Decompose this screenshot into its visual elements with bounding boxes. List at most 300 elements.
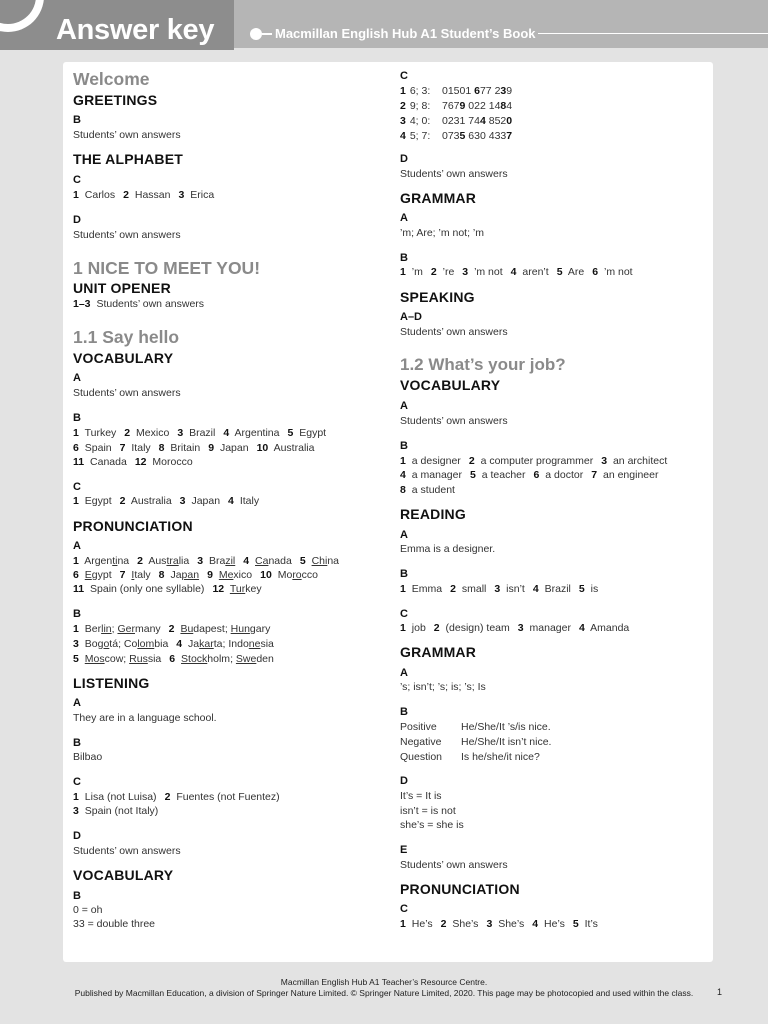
phone-part: 852 (485, 115, 507, 127)
stressed-syllable: tra (166, 555, 179, 567)
answer-row (73, 804, 158, 818)
answer-text: Morocco (152, 456, 193, 468)
stressed-syllable: lin (101, 623, 112, 635)
answer-row (73, 455, 193, 469)
answer-text: a doctor (545, 469, 584, 481)
exercise-label: A (400, 400, 408, 412)
phone-row (400, 99, 513, 113)
item-number: 10 (256, 442, 269, 454)
exercise-label: C (400, 70, 408, 82)
phone-row (400, 129, 513, 143)
row-label: Negative (400, 736, 442, 748)
answer-text: many (134, 623, 161, 635)
heading: READING (400, 506, 466, 522)
item-number: 3 (177, 427, 184, 439)
answer-text: ’m (411, 266, 423, 278)
answer-text: She’s (452, 918, 479, 930)
answer-row (400, 917, 598, 931)
phone-part: 77 2 (479, 85, 501, 97)
exercise-label: B (73, 608, 81, 620)
item-number: 8 (158, 569, 165, 581)
stressed-syllable: Swe (235, 653, 257, 665)
item-number: 1 (73, 555, 79, 567)
exercise-label: B (400, 706, 408, 718)
item-number: 5 (287, 427, 294, 439)
exercise-label: D (400, 153, 408, 165)
item-number: 4 (532, 583, 539, 595)
answer-text: Students’ own answers (400, 415, 508, 427)
phone-number (442, 99, 512, 113)
stressed-syllable: Me (218, 569, 234, 581)
phone-row (400, 114, 513, 128)
item-number: 12 (212, 583, 225, 595)
item-number: 3 (494, 583, 501, 595)
answer-text: Canada (90, 456, 127, 468)
exercise-label: B (400, 252, 408, 264)
answer-text: is (590, 583, 599, 595)
missing-digit: 4 (479, 115, 486, 127)
item-number: 1 (400, 455, 406, 467)
answer-text: an engineer (603, 469, 659, 481)
answer-text: cco (301, 569, 318, 581)
item-number: 2 (430, 266, 437, 278)
heading: THE ALPHABET (73, 151, 183, 167)
stressed-syllable: Tur (229, 583, 246, 595)
unit-title: 1 NICE TO MEET YOU! (73, 258, 261, 278)
heading: VOCABULARY (73, 867, 174, 883)
answer-text: gypt (91, 569, 112, 581)
answer-key-digits: 5; 7: (409, 130, 431, 142)
heading: SPEAKING (400, 289, 475, 305)
answer-text: Australia (130, 495, 172, 507)
phone-number (442, 114, 512, 128)
answer-row (73, 297, 204, 311)
item-number: 9 (207, 569, 213, 581)
answer-text: Britain (170, 442, 201, 454)
divider (538, 33, 768, 34)
answer-text: ’re (442, 266, 455, 278)
bullet-dot-icon (250, 28, 262, 40)
exercise-label: A (73, 697, 81, 709)
item-number: 4 (532, 918, 539, 930)
book-title: Macmillan English Hub A1 Student’s Book (275, 26, 536, 41)
answer-text: ’s; isn’t; ’s; is; ’s; Is (400, 681, 486, 693)
item-number: 9 (208, 442, 215, 454)
answer-text: dapest (193, 623, 225, 635)
answer-text: Italy (131, 442, 151, 454)
phone-number-list (400, 84, 600, 144)
answer-text: Ja (188, 638, 200, 650)
heading: LISTENING (73, 675, 150, 691)
stressed-syllable: lom (137, 638, 155, 650)
answer-text: Students’ own answers (400, 859, 508, 871)
answer-row: 5 Moscow; Russia 6 Stockholm; Sweden (73, 653, 274, 665)
answer-text: a designer (411, 455, 461, 467)
missing-digit: 7 (506, 130, 513, 142)
heading: GREETINGS (73, 92, 158, 108)
answer-text: Egypt (299, 427, 327, 439)
item-number: 1 (400, 266, 406, 278)
answer-row: 1 Berlin; Germany 2 Budapest; Hungary (73, 623, 271, 635)
item-number: 4 (243, 555, 250, 567)
item-number: 3 (197, 555, 204, 567)
item-number: 6 (169, 653, 176, 665)
item-number: 2 (400, 100, 406, 112)
item-number: 5 (469, 469, 476, 481)
answer-text: sia (147, 653, 162, 665)
answer-row (400, 265, 633, 279)
item-number: 3 (178, 189, 185, 201)
heading: PRONUNCIATION (400, 881, 520, 897)
answer-key-digits: 4; 0: (409, 115, 431, 127)
answer-row (400, 621, 629, 635)
answer-text: He’s (411, 918, 433, 930)
heading: PRONUNCIATION (73, 518, 193, 534)
item-number: 11 (73, 583, 85, 595)
answer-key-digits: 6; 3: (409, 85, 431, 97)
item-number: 2 (433, 622, 440, 634)
item-number: 8 (400, 484, 406, 496)
answer-text: bia (154, 638, 169, 650)
footer-copyright: Published by Macmillan Education, a division of Springer Nature Limited. © Springer Nature Limited, 2020. This page may be photocopied and used within the class. (74, 988, 694, 998)
answer-text: Ja (170, 569, 182, 581)
heading: VOCABULARY (400, 377, 501, 393)
stressed-syllable: ro (292, 569, 302, 581)
item-number: 5 (299, 555, 306, 567)
answer-text: Brazil (189, 427, 216, 439)
stressed-syllable: Mos (84, 653, 105, 665)
page-number: 1 (717, 987, 723, 997)
answer-text: manager (529, 622, 571, 634)
exercise-label: C (400, 903, 408, 915)
phone-part: 4 (506, 100, 513, 112)
item-number: 3 (73, 638, 79, 650)
item-number: 5 (578, 583, 585, 595)
item-number: 3 (400, 115, 406, 127)
exercise-label: A (400, 529, 408, 541)
phone-part: 9 (506, 85, 513, 97)
answer-text: Bo (84, 638, 98, 650)
item-number: 1 (400, 918, 406, 930)
answer-text: Turkey (84, 427, 117, 439)
item-number: 6 (533, 469, 540, 481)
item-number: 2 (164, 791, 171, 803)
phone-part: 073 (442, 130, 460, 142)
answer-text: Bra (208, 555, 226, 567)
answer-text: Fuentes (not Fuentez) (176, 791, 280, 803)
answer-text: sia (260, 638, 274, 650)
stressed-syllable: Rus (129, 653, 148, 665)
answer-text: Brazil (544, 583, 571, 595)
answer-text: Aus (148, 555, 167, 567)
item-number: 2 (137, 555, 143, 567)
item-number: 4 (223, 427, 230, 439)
answer-text: na (117, 555, 130, 567)
exercise-label: A (73, 372, 81, 384)
answer-text: ’m not (474, 266, 503, 278)
item-number: 6 (73, 569, 79, 581)
exercise-label: B (73, 114, 81, 126)
exercise-label: C (73, 776, 81, 788)
answer-text: isn’t = is not (400, 805, 456, 817)
answer-text: Italy (239, 495, 260, 507)
answer-text: a manager (411, 469, 462, 481)
item-number: 2 (468, 455, 475, 467)
exercise-label: D (400, 775, 408, 787)
answer-text: holm (207, 653, 231, 665)
page-title: Answer key (56, 14, 215, 46)
answer-text: Argen (84, 555, 113, 567)
item-number: 5 (572, 918, 579, 930)
item-number: 7 (119, 442, 126, 454)
answer-row (73, 426, 326, 440)
item-number: 11 (73, 456, 85, 468)
answer-text: Spain (not Italy) (84, 805, 159, 817)
stressed-syllable: pan (181, 569, 200, 581)
answer-text: lia (178, 555, 190, 567)
exercise-label: B (73, 737, 81, 749)
item-number: 1 (73, 189, 79, 201)
answer-row (400, 582, 598, 596)
item-number: 3 (486, 918, 493, 930)
item-number: 1 (73, 495, 79, 507)
item-number: 2 (168, 623, 175, 635)
answer-text: job (411, 622, 426, 634)
item-number: 1–3 (73, 298, 91, 310)
stressed-syllable: zil (225, 555, 236, 567)
answer-text: she’s = she is (400, 819, 464, 831)
item-number: 3 (601, 455, 608, 467)
answer-text: Students’ own answers (400, 168, 508, 180)
phone-part: 630 433 (465, 130, 507, 142)
answer-text: nada (268, 555, 292, 567)
phone-number (442, 84, 512, 98)
answer-row (400, 483, 455, 497)
answer-text: Japan (191, 495, 221, 507)
answer-text: Japan (219, 442, 249, 454)
heading: GRAMMAR (400, 190, 477, 206)
item-number: 8 (158, 442, 165, 454)
divider (262, 33, 272, 35)
answer-text: taly (134, 569, 151, 581)
missing-digit: 3 (500, 85, 507, 97)
item-number: 2 (123, 189, 129, 201)
answer-text: ’m not (603, 266, 633, 278)
answer-text: a teacher (481, 469, 526, 481)
row-value: Is he/she/it nice? (461, 751, 540, 763)
answer-text: Amanda (590, 622, 630, 634)
item-number: 1 (400, 583, 406, 595)
item-number: 7 (119, 569, 126, 581)
item-number: 2 (440, 918, 447, 930)
stressed-syllable: Bu (180, 623, 194, 635)
answer-text: Students’ own answers (73, 845, 181, 857)
stressed-syllable: I (131, 569, 135, 581)
answer-row: 3 Bogotá; Colombia 4 Jakarta; Indonesia (73, 638, 274, 650)
exercise-label: A (400, 212, 408, 224)
item-number: 3 (517, 622, 524, 634)
stressed-syllable: Stock (181, 653, 208, 665)
exercise-label: D (73, 830, 81, 842)
exercise-label: C (400, 608, 408, 620)
row-value: He/She/It isn’t nice. (461, 736, 552, 748)
answer-text: Australia (273, 442, 315, 454)
phone-number (442, 129, 512, 143)
answer-text: a computer programmer (480, 455, 594, 467)
answer-text: Students’ own answers (96, 298, 205, 310)
answer-text: gary (249, 623, 271, 635)
stressed-syllable: ne (248, 638, 261, 650)
table-row (400, 735, 552, 749)
item-number: 1 (73, 427, 79, 439)
answer-row (400, 454, 667, 468)
exercise-label: A (400, 667, 408, 679)
answer-text: small (461, 583, 487, 595)
answer-text: tá (109, 638, 119, 650)
answer-text: (design) team (445, 622, 510, 634)
answer-text: It’s (584, 918, 598, 930)
answer-text: Students’ own answers (73, 387, 181, 399)
exercise-label: E (400, 844, 408, 856)
answer-text: Students’ own answers (73, 229, 181, 241)
exercise-label: B (400, 568, 408, 580)
answer-row (73, 188, 214, 202)
item-number: 10 (260, 569, 272, 581)
answer-text: Are (567, 266, 585, 278)
answer-text: It’s = It is (400, 790, 442, 802)
answer-text: 0 = oh (73, 904, 103, 916)
answer-text: cow (104, 653, 124, 665)
phone-part: 022 14 (465, 100, 501, 112)
stressed-syllable: go (97, 638, 110, 650)
stressed-syllable: ti (112, 555, 118, 567)
item-number: 3 (462, 266, 469, 278)
exercise-label: A (73, 540, 81, 552)
answer-text: She’s (498, 918, 525, 930)
answer-text: He’s (544, 918, 565, 930)
answer-row (73, 441, 314, 455)
answer-row (400, 468, 658, 482)
exercise-label: D (73, 214, 81, 226)
item-number: 6 (592, 266, 599, 278)
item-number: 1 (73, 791, 79, 803)
table-row (400, 750, 540, 764)
answer-text: Bilbao (73, 751, 103, 763)
answer-text: ’m; Are; ’m not; ’m (400, 227, 485, 239)
missing-digit: 8 (500, 100, 507, 112)
answer-key-panel (63, 62, 713, 962)
answer-text: Ber (84, 623, 102, 635)
answer-text: ta (213, 638, 223, 650)
answer-text: Students’ own answers (400, 326, 508, 338)
footer-credit: Macmillan English Hub A1 Teacher’s Resource Centre. (280, 977, 488, 987)
answer-text: an architect (612, 455, 668, 467)
answer-text: Mexico (136, 427, 170, 439)
item-number: 4 (578, 622, 585, 634)
missing-digit: 5 (459, 130, 466, 142)
answer-text: Erica (190, 189, 215, 201)
row-value: He/She/It ’s/is nice. (461, 721, 551, 733)
item-number: 2 (119, 495, 126, 507)
answer-text: Spain (only one syllable) (90, 583, 205, 595)
item-number: 2 (124, 427, 131, 439)
answer-text: Emma (411, 583, 443, 595)
item-number: 4 (400, 130, 406, 142)
phone-part: 01501 (442, 85, 475, 97)
phone-part: 767 (442, 100, 460, 112)
item-number: 1 (400, 85, 406, 97)
item-number: 4 (400, 469, 406, 481)
stressed-syllable: Ger (117, 623, 135, 635)
answer-text: Lisa (not Luisa) (84, 791, 157, 803)
exercise-label: B (73, 890, 81, 902)
item-number: 5 (73, 653, 79, 665)
heading: GRAMMAR (400, 644, 477, 660)
answer-text: den (256, 653, 274, 665)
item-number: 5 (556, 266, 563, 278)
item-number: 4 (228, 495, 234, 507)
answer-row (73, 554, 339, 568)
answer-text: Students’ own answers (73, 129, 181, 141)
heading: UNIT OPENER (73, 280, 171, 296)
exercise-label: B (73, 412, 81, 424)
answer-text: aren’t (522, 266, 549, 278)
answer-text: Spain (84, 442, 112, 454)
section-title: Welcome (73, 69, 150, 89)
stressed-syllable: Chi (311, 555, 328, 567)
lesson-title: 1.2 What’s your job? (400, 355, 566, 374)
answer-text: Mo (277, 569, 293, 581)
exercise-label: A–D (400, 311, 423, 323)
answer-row (73, 568, 318, 582)
lesson-title: 1.1 Say hello (73, 327, 180, 347)
missing-digit: 6 (474, 85, 480, 97)
answer-row (73, 790, 280, 804)
answer-text: xico (233, 569, 253, 581)
answer-text: Indo (228, 638, 249, 650)
item-number: 1 (73, 623, 79, 635)
answer-text: Carlos (84, 189, 116, 201)
answer-key-digits: 9; 8: (409, 100, 431, 112)
missing-digit: 9 (459, 100, 466, 112)
answer-text: na (327, 555, 340, 567)
item-number: 4 (176, 638, 183, 650)
stressed-syllable: Hun (230, 623, 250, 635)
answer-text: Egypt (84, 495, 112, 507)
row-label: Positive (400, 721, 437, 733)
table-row (400, 720, 551, 734)
answer-row (73, 582, 262, 596)
exercise-label: C (73, 481, 81, 493)
answer-text: a student (411, 484, 455, 496)
stressed-syllable: kar (199, 638, 214, 650)
answer-text: isn’t (506, 583, 525, 595)
item-number: 3 (73, 805, 79, 817)
answer-text: Co (123, 638, 138, 650)
item-number: 4 (510, 266, 517, 278)
answer-text: Emma is a designer. (400, 543, 496, 555)
answer-text: key (245, 583, 262, 595)
item-number: 12 (134, 456, 147, 468)
item-number: 2 (450, 583, 456, 595)
row-label: Question (400, 751, 443, 763)
answer-text: 33 = double three (73, 918, 156, 930)
heading: VOCABULARY (73, 350, 174, 366)
exercise-label: C (73, 174, 81, 186)
item-number: 6 (73, 442, 79, 454)
item-number: 7 (591, 469, 598, 481)
answer-text: Argentina (234, 427, 280, 439)
